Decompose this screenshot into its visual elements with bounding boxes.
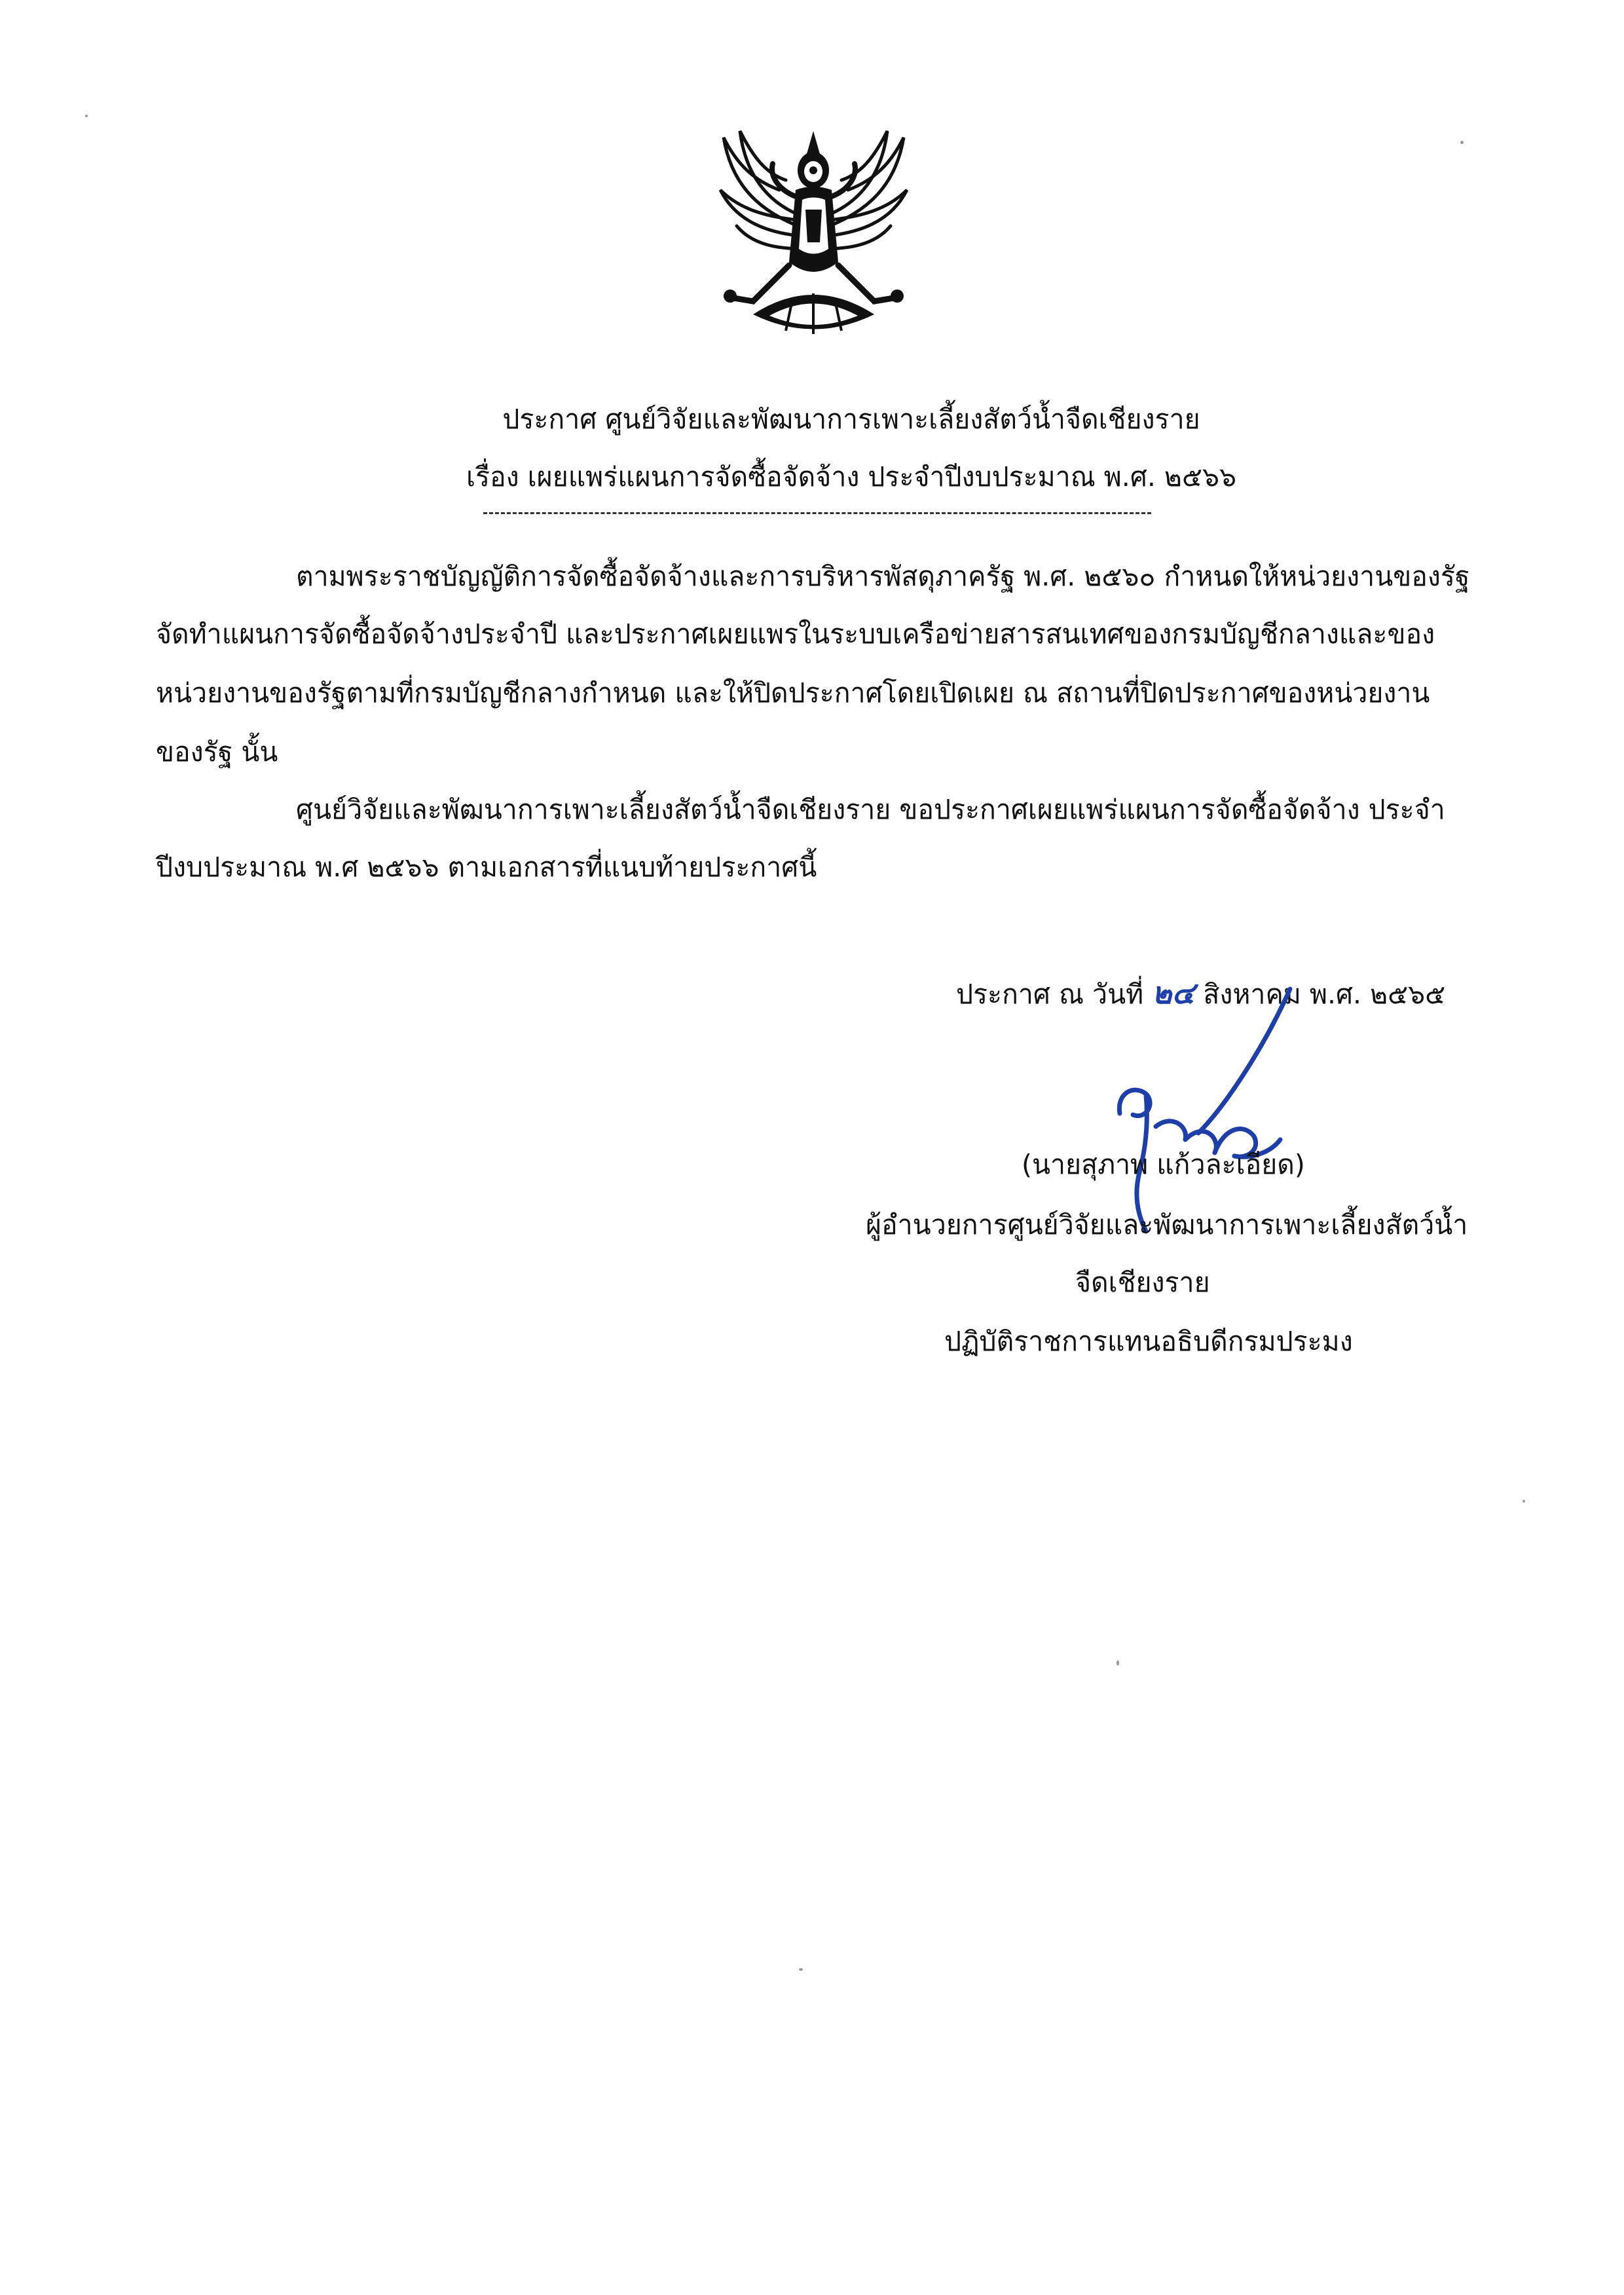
paragraph1-line: หน่วยงานของรัฐตามที่กรมบัญชีกลางกำหนด และให้ปิดประกาศโดยเปิดเผย ณ สถานที่ปิดประกาศของหน่วยงาน — [156, 677, 1430, 709]
date-month-year: สิงหาคม พ.ศ. ๒๕๖๕ — [1203, 979, 1446, 1010]
paragraph1-line: ของรัฐ นั้น — [156, 736, 278, 768]
paragraph1-line: จัดทำแผนการจัดซื้อจัดจ้างประจำปี และประกาศเผยแพรในระบบเครือข่ายสารสนเทศของกรมบัญชีกลางและของ — [156, 618, 1435, 650]
heading-divider — [483, 512, 1151, 514]
scan-speck — [1460, 141, 1464, 144]
subject-line: เรื่อง เผยแพร่แผนการจัดซื้อจัดจ้าง ประจำปีงบประมาณ พ.ศ. ๒๕๖๖ — [466, 461, 1237, 493]
paragraph1-line: ตามพระราชบัญญัติการจัดซื้อจัดจ้างและการบริหารพัสดุภาครัฐ พ.ศ. ๒๕๖๐ กำหนดให้หน่วยงานของรัฐ — [296, 561, 1470, 592]
signer-position: ผู้อำนวยการศูนย์วิจัยและพัฒนาการเพาะเลี้ยงสัตว์น้ำ — [866, 1209, 1468, 1241]
paragraph2-line: ศูนย์วิจัยและพัฒนาการเพาะเลี้ยงสัตว์น้ำจืดเชียงราย ขอประกาศเผยแพร่แผนการจัดซื้อจัดจ้าง ประจำ — [296, 794, 1445, 825]
signer-acting-title: ปฏิบัติราชการแทนอธิบดีกรมประมง — [944, 1326, 1353, 1357]
announcement-title: ประกาศ ศูนย์วิจัยและพัฒนาการเพาะเลี้ยงสัตว์น้ำจืดเชียงราย — [502, 403, 1200, 435]
scan-speck — [799, 1968, 803, 1971]
scan-speck — [85, 115, 88, 117]
scan-speck — [1116, 1660, 1119, 1666]
signer-name: (นายสุภาพ แก้วละเอียด) — [1022, 1149, 1305, 1180]
paragraph2-line: ปีงบประมาณ พ.ศ ๒๕๖๖ ตามเอกสารที่แนบท้ายประกาศนี้ — [156, 851, 817, 883]
scan-speck — [1522, 1500, 1525, 1502]
garuda-emblem-icon — [707, 118, 920, 350]
handwritten-day: ๒๔ — [1152, 975, 1195, 1011]
signer-position: จืดเชียงราย — [1075, 1267, 1210, 1298]
date-prefix: ประกาศ ณ วันที่ — [956, 979, 1144, 1010]
